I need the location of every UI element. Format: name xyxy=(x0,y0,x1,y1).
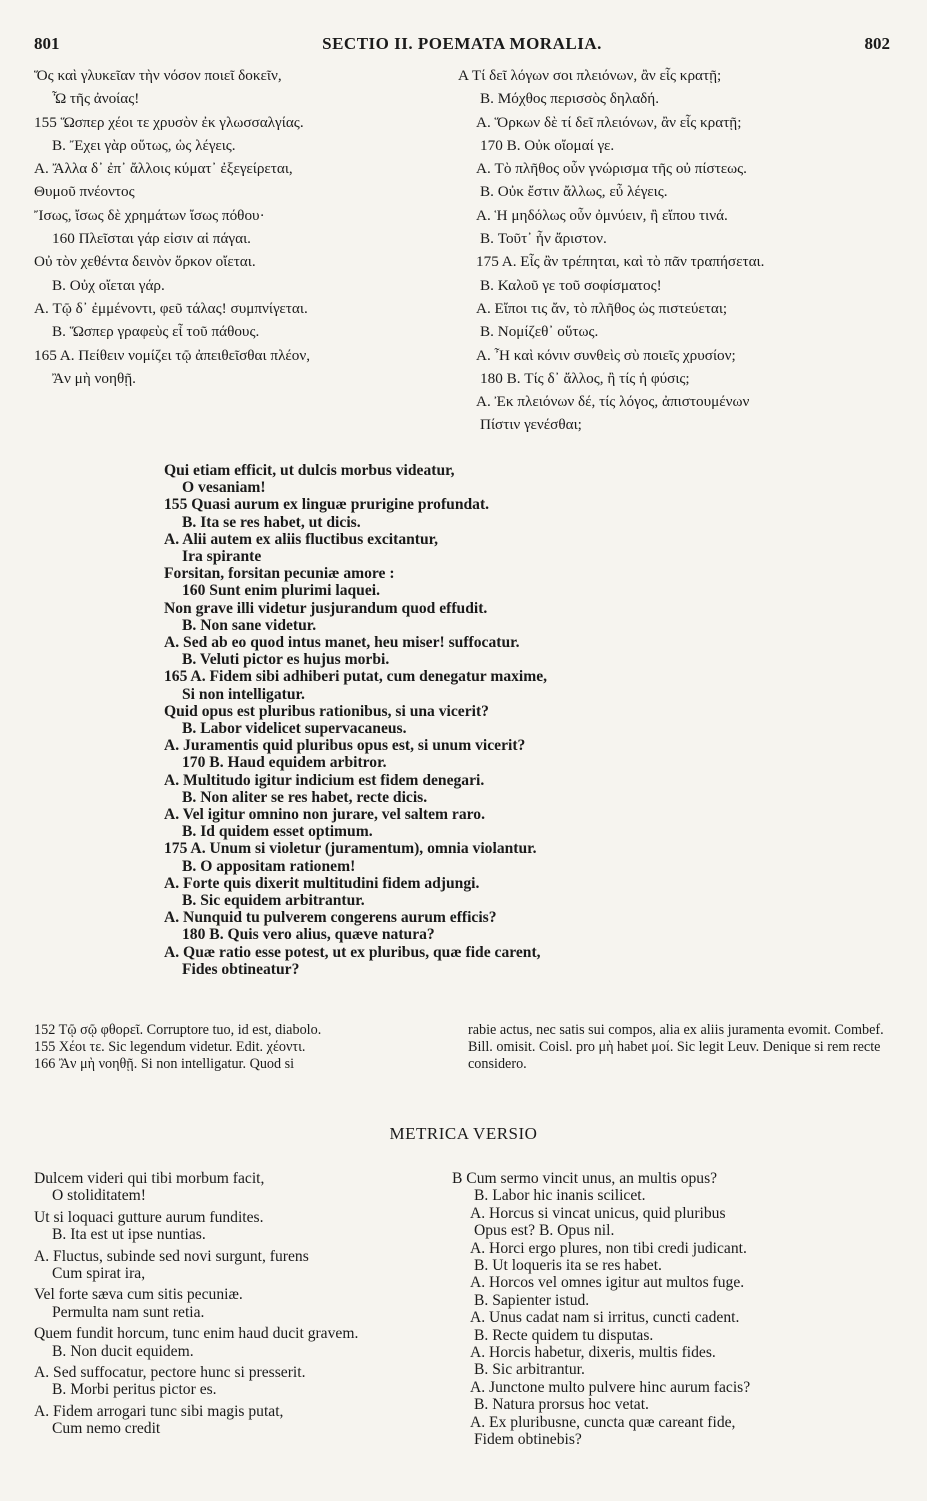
greek-verse-line: B. Ὥσπερ γραφεὺς εἶ τοῦ πάθους. xyxy=(52,323,260,341)
greek-verse-line: B. Μόχθος περισσὸς δηλαδή. xyxy=(480,90,660,108)
latin-verse-line: Ira spirante xyxy=(182,548,262,566)
latin-verse-line: 165 A. Fidem sibi adhiberi putat, cum denegatur maxime, xyxy=(164,668,548,686)
metrical-verse-line: Ut si loquaci gutture aurum fundites. xyxy=(34,1208,264,1226)
metrical-version-left-column xyxy=(34,1170,454,1438)
greek-verse-line: 160 Πλεῖσται γάρ εἰσιν αἱ πάγαι. xyxy=(52,230,251,248)
page-number-left: 801 xyxy=(34,34,60,53)
latin-verse-line: B. Sic equidem arbitrantur. xyxy=(182,892,365,910)
footnote: 166 Ἂν μὴ νοηθῇ. Si non intelligatur. Quod si xyxy=(34,1056,295,1072)
greek-verse-line: Ἴσως, ἴσως δὲ χρημάτων ἴσως πόθου· xyxy=(34,206,265,224)
latin-verse-line: Quid opus est pluribus rationibus, si una vicerit? xyxy=(164,702,489,720)
latin-verse-line: O vesaniam! xyxy=(182,479,266,497)
latin-verse-line: A. Vel igitur omnino non jurare, vel saltem raro. xyxy=(164,806,485,824)
greek-verse-line: Οὐ τὸν χεθέντα δεινὸν ὅρκον οἴεται. xyxy=(34,253,256,271)
latin-verse-line: A. Forte quis dixerit multitudini fidem adjungi. xyxy=(164,874,480,892)
greek-verse-line: A Τί δεῖ λόγων σοι πλειόνων, ἂν εἷς κρατῇ; xyxy=(458,67,722,84)
greek-verse-line: A. Τῷ δ᾿ ἐμμένοντι, φεῦ τάλας! συμπνίγεται. xyxy=(34,299,308,317)
metrical-verse-line: A. Horci ergo plures, non tibi credi judicant. xyxy=(470,1239,747,1257)
latin-verse-line: B. Id quidem esset optimum. xyxy=(182,823,373,841)
metrical-verse-line: Opus est? B. Opus nil. xyxy=(474,1222,615,1240)
metrical-verse-line: Quem fundit horcum, tunc enim haud ducit gravem. xyxy=(34,1325,359,1343)
greek-verse-line: Θυμοῦ πνέοντος xyxy=(34,183,135,201)
section-title-metrica-versio: METRICA VERSIO xyxy=(389,1124,538,1143)
greek-verse-line: 175 A. Εἷς ἂν τρέπηται, καὶ τὸ πᾶν τραπήσεται. xyxy=(476,253,765,271)
latin-verse-line: B. Non aliter se res habet, recte dicis. xyxy=(182,788,428,806)
greek-verse-line: 170 B. Οὐκ οἴομαί γε. xyxy=(480,136,615,154)
latin-verse-line: B. Ita se res habet, ut dicis. xyxy=(182,513,361,531)
latin-verse-line: A. Multitudo igitur indicium est fidem denegari. xyxy=(164,771,485,789)
greek-verse-line: B. Οὐχ οἴεται γάρ. xyxy=(52,276,165,294)
metrical-verse-line: Cum nemo credit xyxy=(52,1420,161,1438)
latin-verse-line: B. Non sane videtur. xyxy=(182,616,317,634)
greek-verse-line: B. Οὐκ ἔστιν ἄλλως, εὖ λέγεις. xyxy=(480,183,668,201)
greek-verse-line: A. Τὸ πλῆθος οὖν γνώρισμα τῆς οὐ πίστεως. xyxy=(476,160,747,178)
metrical-verse-line: O stoliditatem! xyxy=(52,1187,146,1205)
metrical-verse-line: B. Recte quidem tu disputas. xyxy=(474,1326,654,1344)
greek-verse-line: A. Εἴποι τις ἄν, τὸ πλῆθος ὡς πιστεύεται; xyxy=(476,299,728,317)
latin-verse-line: 175 A. Unum si violetur (juramentum), omnia violantur. xyxy=(164,840,537,858)
metrical-verse-line: B Cum sermo vincit unus, an multis opus? xyxy=(452,1170,718,1187)
latin-verse-line: A. Juramentis quid pluribus opus est, si unum vicerit? xyxy=(164,737,526,755)
metrical-verse-line: B. Labor hic inanis scilicet. xyxy=(474,1187,646,1205)
latin-verse-line: Fides obtineatur? xyxy=(182,960,300,978)
greek-verse-line: 180 B. Τίς δ᾿ ἄλλος, ἢ τίς ἡ φύσις; xyxy=(480,369,690,387)
greek-verse-line: 155 Ὥσπερ χέοι τε χρυσὸν ἐκ γλωσσαλγίας. xyxy=(34,113,304,131)
metrical-verse-line: A. Unus cadat nam si irritus, cuncti cadent. xyxy=(470,1309,740,1327)
greek-verse-line: B. Νομίζεθ᾿ οὕτως. xyxy=(480,323,599,341)
metrical-verse-line: B. Sic arbitrantur. xyxy=(474,1361,585,1379)
metrical-verse-line: A. Junctone multo pulvere hinc aurum facis? xyxy=(470,1378,751,1396)
latin-verse-line: Qui etiam efficit, ut dulcis morbus videatur, xyxy=(164,462,455,479)
footnote: 155 Χέοι τε. Sic legendum videtur. Edit. χέοντι. xyxy=(34,1039,306,1055)
page-number-right: 802 xyxy=(864,34,890,53)
metrical-verse-line: A. Horcus si vincat unicus, quid pluribus xyxy=(470,1204,726,1222)
metrical-verse-line: A. Fidem arrogari tunc sibi magis putat, xyxy=(34,1402,284,1420)
latin-verse-line: 160 Sunt enim plurimi laquei. xyxy=(182,582,380,600)
greek-verse-line: B. Ἔχει γὰρ οὕτως, ὡς λέγεις. xyxy=(52,136,236,154)
greek-verse-line: B. Τοῦτ᾿ ἦν ἄριστον. xyxy=(480,230,607,248)
latin-verse-line: Forsitan, forsitan pecuniæ amore : xyxy=(164,565,395,583)
page-header xyxy=(34,34,890,56)
greek-verse-line: Ὅς καὶ γλυκεῖαν τὴν νόσον ποιεῖ δοκεῖν, xyxy=(34,67,282,84)
latin-verse-line: A. Alii autem ex aliis fluctibus excitantur, xyxy=(164,530,439,548)
metrical-verse-line: A. Fluctus, subinde sed novi surgunt, furens xyxy=(34,1247,309,1265)
metrical-version-right-column xyxy=(452,1170,892,1449)
latin-verse-line: 170 B. Haud equidem arbitror. xyxy=(182,754,387,772)
metrical-verse-line: A. Sed suffocatur, pectore hunc si presserit. xyxy=(34,1364,306,1382)
greek-text-right-column xyxy=(458,66,898,439)
metrical-verse-line: B. Ita est ut ipse nuntias. xyxy=(52,1226,206,1244)
greek-verse-line: A. Ἐκ πλειόνων δέ, τίς λόγος, ἀπιστουμένων xyxy=(476,393,750,411)
latin-verse-line: 180 B. Quis vero alius, quæve natura? xyxy=(182,926,435,944)
metrical-verse-line: Fidem obtinebis? xyxy=(474,1431,582,1449)
latin-verse-line: Si non intelligatur. xyxy=(182,685,305,703)
latin-verse-line: Non grave illi videtur jusjurandum quod effudit. xyxy=(164,599,488,617)
footnote-continuation: rabie actus, nec satis sui compos, alia ex aliis juramenta evomit. Combef. Bill. omisit. Coisl. pro μὴ habet μοί. Sic legit Leuv. Denique si rem recte considero. xyxy=(468,1022,884,1072)
footnotes-right xyxy=(468,1022,890,1073)
latin-translation xyxy=(164,462,684,978)
greek-verse-line: 165 A. Πείθειν νομίζει τῷ ἀπειθεῖσθαι πλέον, xyxy=(34,346,311,364)
metrical-verse-line: B. Sapienter istud. xyxy=(474,1291,590,1309)
metrical-verse-line: A. Horcos vel omnes igitur aut multos fuge. xyxy=(470,1274,745,1292)
latin-verse-line: A. Sed ab eo quod intus manet, heu miser! suffocatur. xyxy=(164,634,520,652)
metrical-verse-line: Permulta nam sunt retia. xyxy=(52,1303,205,1321)
greek-verse-line: A. Ἄλλα δ᾿ ἐπ᾿ ἄλλοις κύματ᾿ ἐξεγείρεται, xyxy=(34,160,293,178)
footnote: 152 Τῷ σῷ φθορεῖ. Corruptore tuo, id est, diabolo. xyxy=(34,1022,322,1038)
latin-verse-line: A. Nunquid tu pulverem congerens aurum efficis? xyxy=(164,909,497,927)
latin-verse-line: B. O appositam rationem! xyxy=(182,857,356,875)
metrical-verse-line: Dulcem videri qui tibi morbum facit, xyxy=(34,1170,265,1187)
greek-verse-line: A. Ἦ καὶ κόνιν συνθεὶς σὺ ποιεῖς χρυσίον; xyxy=(476,346,736,364)
greek-verse-line: Ὦ τῆς ἀνοίας! xyxy=(52,90,140,108)
metrical-verse-line: A. Ex pluribusne, cuncta quæ careant fide, xyxy=(470,1413,736,1431)
metrical-verse-line: B. Ut loqueris ita se res habet. xyxy=(474,1257,662,1275)
latin-verse-line: B. Veluti pictor es hujus morbi. xyxy=(182,651,390,669)
greek-verse-line: A. Ὅρκων δὲ τί δεῖ πλειόνων, ἂν εἷς κρατῇ; xyxy=(476,113,742,131)
greek-verse-line: Ἂν μὴ νοηθῇ. xyxy=(52,369,136,387)
metrical-verse-line: Cum spirat ira, xyxy=(52,1265,146,1283)
latin-verse-line: A. Quæ ratio esse potest, ut ex pluribus, quæ fide carent, xyxy=(164,943,541,961)
latin-verse-line: B. Labor videlicet supervacaneus. xyxy=(182,720,407,738)
running-title: SECTIO II. POEMATA MORALIA. xyxy=(322,34,602,53)
footnotes-left xyxy=(34,1022,446,1073)
latin-verse-line: 155 Quasi aurum ex linguæ prurigine profundat. xyxy=(164,496,490,514)
metrical-verse-line: B. Non ducit equidem. xyxy=(52,1342,194,1360)
greek-verse-line: A. Ἡ μηδόλως οὖν ὀμνύειν, ἢ εἴπου τινά. xyxy=(476,206,728,224)
greek-verse-line: Πίστιν γενέσθαι; xyxy=(480,416,582,434)
metrical-verse-line: B. Morbi peritus pictor es. xyxy=(52,1381,217,1399)
metrical-verse-line: Vel forte sæva cum sitis pecuniæ. xyxy=(34,1286,243,1304)
greek-verse-line: B. Καλοῦ γε τοῦ σοφίσματος! xyxy=(480,276,662,294)
greek-text-left-column xyxy=(34,66,444,392)
metrical-verse-line: B. Natura prorsus hoc vetat. xyxy=(474,1396,649,1414)
metrical-verse-line: A. Horcis habetur, dixeris, multis fides. xyxy=(470,1344,716,1362)
